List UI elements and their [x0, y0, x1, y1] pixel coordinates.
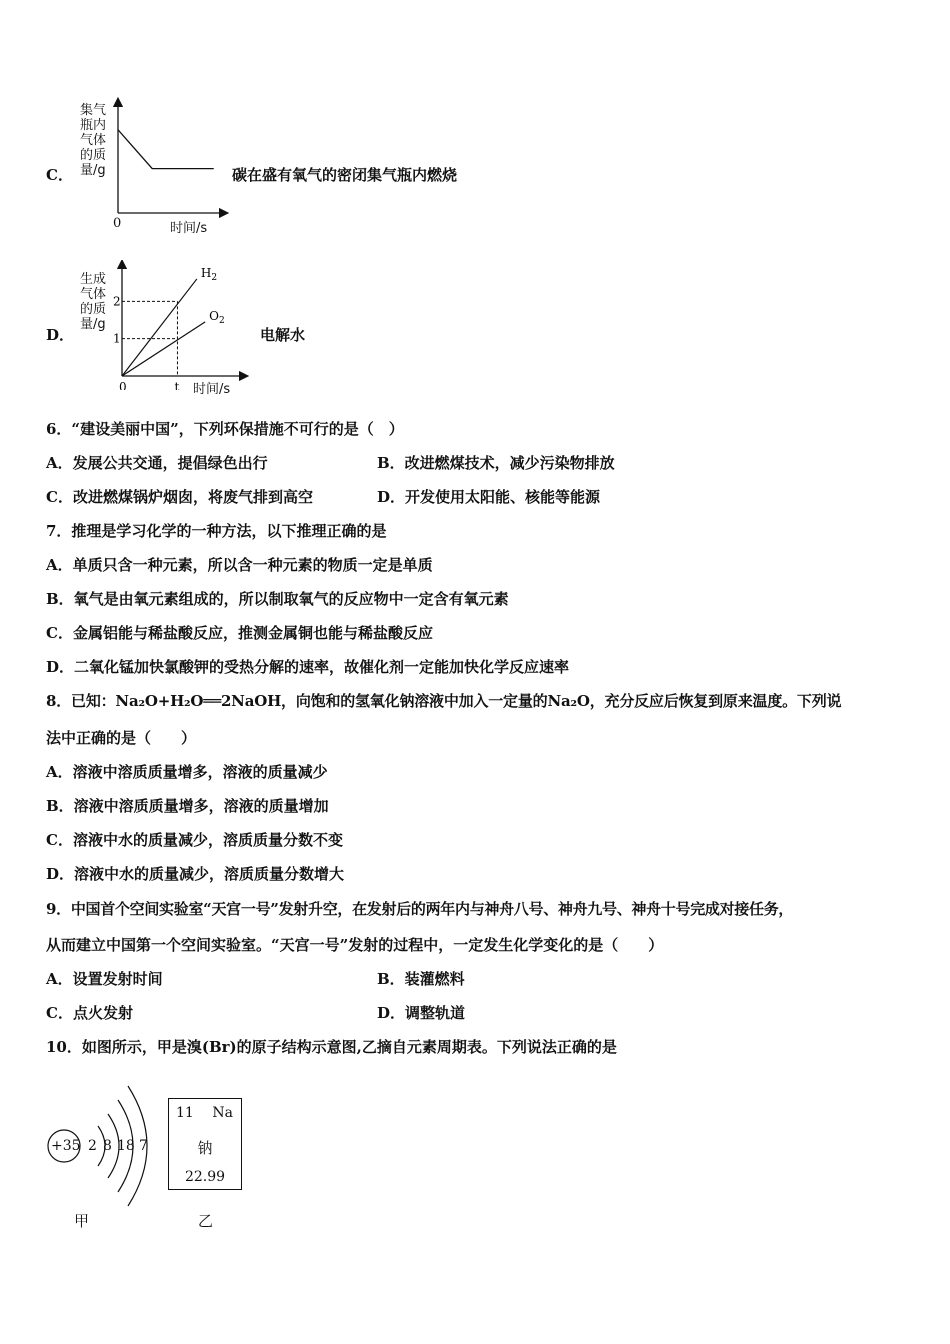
chart-c-origin: 0 [113, 216, 122, 231]
chart-d-caption: 电解水 [260, 326, 306, 344]
question-7-stem: 7．推理是学习化学的一种方法，以下推理正确的是 [46, 522, 387, 540]
y-tick-label-1: 1 [113, 331, 121, 346]
option-c-label: C． [46, 166, 73, 184]
q8-option-b: B．溶液中溶质质量增多，溶液的质量增加 [46, 797, 329, 815]
x-tick-label-t: t [174, 380, 180, 390]
element-card [168, 1098, 242, 1190]
series-line-H2 [122, 279, 197, 376]
atom-nucleus-charge: +35 [51, 1138, 81, 1154]
question-8-stem-cont: 法中正确的是（ ） [46, 729, 197, 747]
chart-d-xlabel: 时间/s [193, 382, 231, 397]
q7-option-a: A．单质只含一种元素，所以含一种元素的物质一定是单质 [46, 556, 433, 574]
x-tick-label-0: 0 [119, 380, 127, 390]
q8-option-c: C．溶液中水的质量减少，溶质质量分数不变 [46, 831, 343, 849]
element-name: 钠 [197, 1139, 213, 1157]
atom-caption: 甲 [74, 1212, 90, 1230]
atom-shell-electrons-1: 2 [88, 1138, 97, 1154]
question-8-stem: 8．已知：Na₂O+H₂O══2NaOH，向饱和的氢氧化钠溶液中加入一定量的Na₂O，充分反应后恢复到原来温度。下列说 [46, 692, 842, 710]
q6-option-d: D．开发使用太阳能、核能等能源 [377, 488, 601, 506]
element-atomic-mass: 22.99 [184, 1169, 226, 1185]
q6-option-a: A．发展公共交通，提倡绿色出行 [46, 454, 268, 472]
series-label-H2: $H_2$ [200, 265, 218, 283]
chart-c-ylabel: 集气瓶内气体的质量/g [80, 103, 107, 178]
question-9-stem-cont: 从而建立中国第一个空间实验室。“天宫一号”发射的过程中，一定发生化学变化的是（ ） [46, 936, 664, 954]
chart-c-series-line [118, 130, 214, 169]
atom-shell-electrons-3: 18 [117, 1138, 135, 1154]
chart-c-plot [100, 96, 240, 236]
question-9-stem: 9．中国首个空间实验室“天宫一号”发射升空，在发射后的两年内与神舟八号、神舟九号、神舟十号完成对接任务， [46, 900, 794, 918]
q7-option-b: B．氧气是由氧元素组成的，所以制取氧气的反应物中一定含有氧元素 [46, 590, 509, 608]
series-label-O2: $O_2$ [209, 308, 225, 326]
q9-option-a: A．设置发射时间 [46, 970, 163, 988]
q9-option-c: C．点火发射 [46, 1004, 133, 1022]
element-atomic-number: 11 [176, 1105, 194, 1121]
q9-option-d: D．调整轨道 [377, 1004, 466, 1022]
q8-option-a: A．溶液中溶质质量增多，溶液的质量减少 [46, 763, 328, 781]
atom-shell-electrons-2: 8 [103, 1138, 112, 1154]
q6-option-c: C．改进燃煤锅炉烟囱，将废气排到高空 [46, 488, 313, 506]
q7-option-d: D．二氧化锰加快氯酸钾的受热分解的速率，故催化剂一定能加快化学反应速率 [46, 658, 570, 676]
q8-option-d: D．溶液中水的质量减少，溶质质量分数增大 [46, 865, 345, 883]
chart-d-ylabel: 生成气体的质量/g [80, 272, 107, 332]
element-caption: 乙 [198, 1212, 214, 1230]
option-d-label: D． [46, 326, 75, 344]
q9-option-b: B．装灌燃料 [377, 970, 465, 988]
q7-option-c: C．金属铝能与稀盐酸反应，推测金属铜也能与稀盐酸反应 [46, 624, 433, 642]
y-tick-label-2: 2 [113, 294, 121, 309]
series-line-O2 [122, 322, 205, 376]
chart-d-plot [104, 260, 254, 390]
atom-shell-electrons-4: 7 [139, 1138, 148, 1154]
q6-option-b: B．改进燃煤技术，减少污染物排放 [377, 454, 615, 472]
element-symbol: Na [212, 1105, 233, 1121]
question-6-stem: 6．“建设美丽中国”，下列环保措施不可行的是（ ） [46, 420, 404, 438]
chart-c-caption: 碳在盛有氧气的密闭集气瓶内燃烧 [232, 166, 458, 184]
question-10-stem: 10．如图所示，甲是溴(Br)的原子结构示意图,乙摘自元素周期表。下列说法正确的是 [46, 1038, 617, 1056]
chart-c-xlabel: 时间/s [170, 221, 208, 236]
